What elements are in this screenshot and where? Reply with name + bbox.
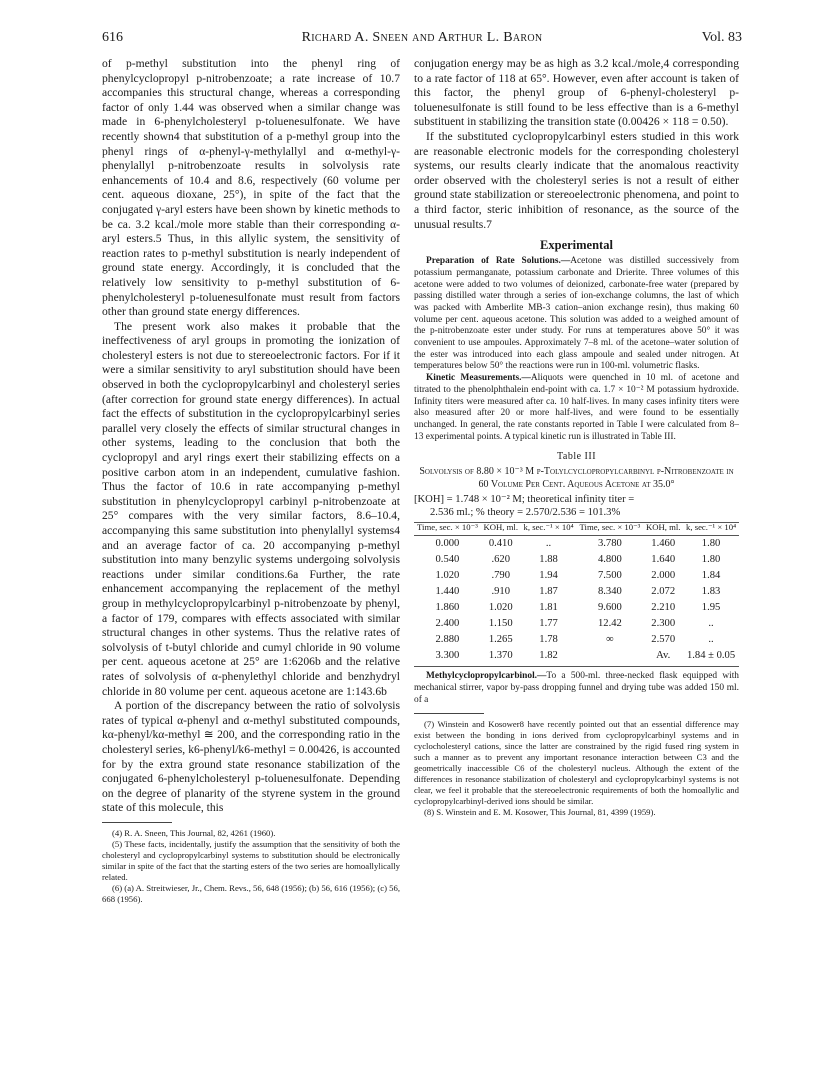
page-header <box>102 30 742 50</box>
table-cell: 8.340 <box>597 586 622 598</box>
footnote-rule <box>102 822 172 823</box>
table-cell: 0.540 <box>435 554 460 566</box>
kinetic-table <box>414 522 739 665</box>
table-row <box>414 632 739 648</box>
table-header-row <box>414 522 739 536</box>
table-cell: 1.87 <box>539 586 558 598</box>
footnote-8: (8) S. Winstein and E. M. Kosower, This Journal, 81, 4399 (1959). <box>424 806 656 817</box>
table-number: Table III <box>556 451 597 463</box>
table-cell: 1.95 <box>701 602 721 614</box>
methyl-runin: Methylcyclopropylcarbinol.— <box>426 671 547 682</box>
col-header: k, sec.⁻¹ × 10⁴ <box>521 522 577 536</box>
table-cell: 1.94 <box>539 570 558 582</box>
table-caption: Solvolysis of 8.80 × 10⁻³ M p-Tolylcyclopropylcarbinyl p-Nitrobenzoate in 60 Volume Per Cent. Aqueous Acetone at 35.0° <box>419 466 734 490</box>
col-header: KOH, ml. <box>643 522 683 536</box>
table-cell: 1.460 <box>651 538 676 550</box>
table-cell: 2.072 <box>651 586 676 598</box>
table-cell: 3.780 <box>597 538 622 550</box>
table-row <box>414 536 739 553</box>
table-cell: 1.80 <box>701 538 721 550</box>
table-cell: 9.600 <box>597 602 622 614</box>
table-cell: 1.84 <box>701 570 721 582</box>
prep-text: Acetone was distilled successively from potassium permanganate, potassium carbonate and Drierite. Three volumes of this acetone were added to two volumes of deionized, carbonate-free water (prepared by passing distilled water through a series of ion-exchange columns, the last of which was packed with Amberlite MB-3 cation–anion exchange resin), thus making 60 volume per cent. aqueous acetone. This solution was added to a weighed amount of the p-nitrobenzoate ester under study. For runs at temperatures above 50° it was convenient to use ampoules. Approximately 7–8 ml. of the acetone–water solution of the ester was introduced into each glass ampoule and sealed under nitrogen. At temperatures below 50° the reactions were run in 100-ml. volumetric flasks. <box>414 256 739 372</box>
col-header: k, sec.⁻¹ × 10⁴ <box>683 522 739 536</box>
table-cell: 1.81 <box>539 602 558 614</box>
col-header: KOH, ml. <box>481 522 521 536</box>
table-row <box>414 552 739 568</box>
table-row <box>414 584 739 600</box>
page-number: 616 <box>102 30 123 45</box>
footnote-rule-right <box>414 713 484 714</box>
footnote-7: (7) Winstein and Kosower8 have recently pointed out that an essential difference may exist between the bonding in ions derived from cyclopropylcarbinyl systems and in cyclocholesteryl cations, since the latter are constrained by the rigid fused ring system in such a manner as to prevent any important resonance interaction between C3 and the geometrically inaccessible C6 of the cholesteryl nucleus. Although the extent of the differences in resonance stabilization of cholesteryl and cyclopropylcarbinyl systems is not clear, we feel it probable that the stereoelectronic requirements of both the homoallylic and cyclopropylcarbinyl-derived ions should be similar. <box>414 718 739 806</box>
table-cell: 1.265 <box>488 634 513 646</box>
table-row <box>414 616 739 632</box>
table-cell: ∞ <box>606 634 614 646</box>
footnote-6: (6) (a) A. Streitwieser, Jr., Chem. Revs., 56, 648 (1956); (b) 56, 616 (1956); (c) 56, 668 (1956). <box>102 882 400 904</box>
kinetic-paragraph <box>414 373 739 443</box>
left-column <box>102 57 400 905</box>
running-head: Richard A. Sneen and Arthur L. Baron <box>301 30 543 45</box>
table-cell: .620 <box>491 554 511 566</box>
table-cell: .. <box>545 538 552 550</box>
prep-runin: Preparation of Rate Solutions.— <box>426 256 571 267</box>
table-cell: 1.440 <box>435 586 460 598</box>
table-condition-1: [KOH] = 1.748 × 10⁻² M; theoretical infinity titer = <box>414 494 635 506</box>
footnote-5: (5) These facts, incidentally, justify the assumption that the sensitivity of both the cholesteryl and cyclopropylcarbinyl systems to substitution should be electronically similar in spite of the fact that the starting esters of the two series are homoallylically related. <box>102 838 400 882</box>
table-cell: 1.80 <box>701 554 721 566</box>
table-cell: .. <box>708 634 714 646</box>
kinetic-text: Aliquots were quenched in 10 ml. of acetone and titrated to the phenolphthalein end-point with ca. 1.7 × 10⁻² M potassium hydroxide. Infinity titers were measured after ca. 10 half-lives. In many cases infinity titers were also measured after 20 or more half-lives, and were found to be essentially unchanged. In general, the rate constants reported in Table I were calculated from 8–13 experimental points. A typical kinetic run is illustrated in Table III. <box>414 373 740 442</box>
table-cell: 1.82 <box>539 650 558 662</box>
table-cell: 1.020 <box>435 570 460 582</box>
table-cell: 1.860 <box>435 602 460 614</box>
table-cell: 1.88 <box>539 554 558 566</box>
table-cell: 1.640 <box>651 554 676 566</box>
kinetic-runin: Kinetic Measurements.— <box>426 373 531 384</box>
table-cell: 1.78 <box>539 634 558 646</box>
table-conditions <box>414 494 739 520</box>
table-body <box>414 536 739 665</box>
table-cell: .. <box>708 618 714 630</box>
methyl-paragraph <box>414 671 739 706</box>
table-cell: Av. <box>656 650 671 662</box>
table-cell: 4.800 <box>597 554 622 566</box>
table-cell: 1.84 ± 0.05 <box>686 650 736 662</box>
table-cell: 1.83 <box>701 586 721 598</box>
prep-paragraph <box>414 256 739 373</box>
table-cell: .790 <box>491 570 511 582</box>
table-row <box>414 568 739 584</box>
right-paragraph-1: conjugation energy may be as high as 3.2 kcal./mole,4 corresponding to a rate factor of 118 at 65°. However, even after account is taken of this factor, the phenyl group of 6-phenyl-cholesteryl p-toluenesulfonate is still found to be less effective than is a 6-methyl substituent in stabilizing the transition state (0.00426 × 118 = 0.50). <box>414 57 739 129</box>
table-cell: 0.000 <box>435 538 460 550</box>
volume-label: Vol. 83 <box>701 30 742 45</box>
left-paragraph-3: A portion of the discrepancy between the ratio of solvolysis rates of typical α-phenyl and α-methyl substituted compounds, kα-phenyl/kα-methyl ≅ 200, and the corresponding ratio in the cholesteryl series, k6-phenyl/k6-methyl = 0.00426, is accounted for by the extra ground state resonance stabilization of the conjugated 6-phenylcholesteryl p-toluenesulfonate. Depending on the degree of planarity of the styrene system in the ground state of this molecule, this <box>102 699 400 815</box>
table-condition-2: 2.536 ml.; % theory = 2.570/2.536 = 101.3% <box>430 507 621 519</box>
right-paragraph-2: If the substituted cyclopropylcarbinyl esters studied in this work are reasonable electronic models for the corresponding cholesteryl systems, our results clearly indicate that the anomalous reactivity order observed with the cholesteryl series is not a result of either ground state stabilization or stereoelectronic phenomena, and point to a third factor, steric inhibition of resonance, as the source of the unusual results.7 <box>414 129 739 231</box>
col-header: Time, sec. × 10⁻³ <box>414 522 481 536</box>
table-cell: 3.300 <box>435 650 460 662</box>
table-cell: 1.77 <box>539 618 558 630</box>
col-header: Time, sec. × 10⁻³ <box>576 522 643 536</box>
experimental-heading: Experimental <box>540 238 613 253</box>
table-cell: 1.020 <box>488 602 513 614</box>
table-row <box>414 648 739 664</box>
table-cell: 2.400 <box>435 618 460 630</box>
table-cell: 2.210 <box>651 602 676 614</box>
table-cell: 12.42 <box>597 618 622 630</box>
table-cell: 2.880 <box>435 634 460 646</box>
table-row <box>414 600 739 616</box>
table-cell: .910 <box>491 586 511 598</box>
left-paragraph-2: The present work also makes it probable that the ineffectiveness of aryl groups in promoting the ionization of cholesteryl esters is not due to stereoelectronic factors. For if it were a similar sensitivity to aryl substitution should have been observed in both the cyclopropylcarbinyl and cholesteryl series (after correction for ground state energy differences). In actual fact the effects of substitution in the cyclopropylcarbinyl series parallel very closely the effects of similar structural changes in other systems, leading to the conclusion that both the cyclopropyl and aryl rings exert their stabilizing effects on a positive carbon atom in an independent, cumulative fashion. Thus the factor of 10.6 in rate accompanying p-methyl substitution in phenylcyclopropyl carbinyl p-nitrobenzoate at 25° compares with the very similar factors, 8.6–10.4, accompanying this same substitution into phenylallyl systems4 and an average factor of ca. 20 accompanying p-methyl substitution into many benzylic systems undergoing solvolysis reactions under similar conditions.6a Further, the rate enhancement accompanying the replacement of the methyl group in methylcyclopropylcarbinyl p-nitrobenzoate by phenyl, a factor of 179, compares with effects associated with similar structural changes in other systems. Thus the relative rates of solvolysis of t-butyl chloride and cumyl chloride in 90 volume per cent. aqueous acetone at 25° are 1:6206b and the relative rates of solvolysis of α-phenylethyl chloride and benzhydryl chloride in 80 volume per cent. aqueous acetone are 1:143.6b <box>102 319 400 698</box>
table-cell: 2.000 <box>651 570 676 582</box>
table-cell: 2.300 <box>651 618 676 630</box>
table-cell: 1.370 <box>488 650 513 662</box>
table-bottom-rule <box>414 666 739 667</box>
table-cell: 1.150 <box>488 618 513 630</box>
table-cell: 0.410 <box>488 538 513 550</box>
table-cell <box>576 648 643 664</box>
right-column <box>414 57 739 818</box>
table-cell: 7.500 <box>597 570 622 582</box>
left-paragraph-1: of p-methyl substitution into the phenyl ring of phenylcyclopropyl p-nitrobenzoate; a rate increase of 10.7 accompanies this structural change, whereas a corresponding factor of only 1.44 was observed when a similar change was made in 6-phenylcholesteryl p-toluenesulfonate. We have recently shown4 that substitution of a p-methyl group into the phenyl rings of α-phenyl-γ-methylallyl and α-methyl-γ-phenylallyl p-nitrobenzoate results in solvolysis rate enhancements of 10.4 and 8.6, respectively (60 volume per cent. aqueous dioxane, 25°), in spite of the fact that the conjugated γ-aryl esters have been shown by kinetic methods to be ca. 3.2 kcal./mole more stable than their corresponding α-aryl esters.5 Thus, in this allylic system, the sensitivity of reaction rates to p-methyl substitution is nearly independent of ground state energy. Accordingly, it is concluded that the relatively low sensitivity to p-methyl substitution of 6-phenylcholesteryl p-toluenesulfonate must result from factors other than ground state energy differences. <box>102 57 400 319</box>
table-cell: 2.570 <box>651 634 676 646</box>
footnote-4: (4) R. A. Sneen, This Journal, 82, 4261 (1960). <box>112 827 276 838</box>
methyl-text: To a 500-ml. three-necked flask equipped with mechanical stirrer, vapor by-pass dropping funnel and drying tube was added 150 ml. of a <box>414 671 739 705</box>
